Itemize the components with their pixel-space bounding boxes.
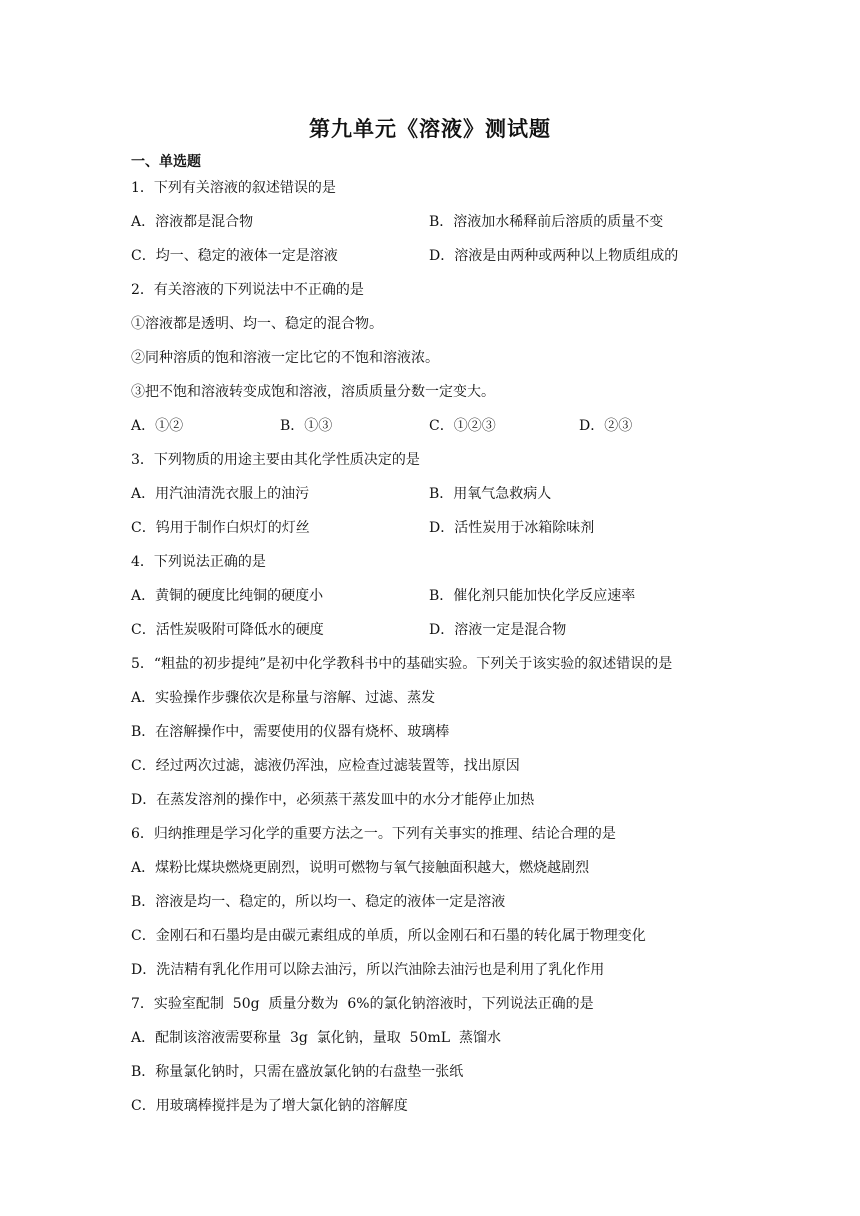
question-1-option-b: B．溶液加水稀释前后溶质的质量不变	[429, 214, 664, 230]
question-2-option-b: B．①③	[280, 418, 333, 434]
question-2-statement-1: ①溶液都是透明、均一、稳定的混合物。	[131, 316, 383, 332]
question-2-option-a: A．①②	[131, 418, 184, 434]
question-5-option-b: B．在溶解操作中，需要使用的仪器有烧杯、玻璃棒	[131, 724, 450, 740]
question-4-option-c: C．活性炭吸附可降低水的硬度	[131, 622, 324, 638]
question-7-stem: 7．实验室配制 50g 质量分数为 6%的氯化钠溶液时，下列说法正确的是	[131, 996, 594, 1012]
question-4-stem: 4．下列说法正确的是	[131, 554, 266, 570]
question-3-option-a: A．用汽油清洗衣服上的油污	[131, 486, 310, 502]
section-heading: 一、单选题	[131, 154, 201, 170]
question-3-stem: 3．下列物质的用途主要由其化学性质决定的是	[131, 452, 420, 468]
question-6-option-a: A．煤粉比煤块燃烧更剧烈，说明可燃物与氧气接触面积越大，燃烧越剧烈	[131, 860, 590, 876]
question-4-option-a: A．黄铜的硬度比纯铜的硬度小	[131, 588, 324, 604]
question-4-option-b: B．催化剂只能加快化学反应速率	[429, 588, 636, 604]
page-title: 第九单元《溶液》测试题	[309, 117, 551, 141]
question-5-option-a: A．实验操作步骤依次是称量与溶解、过滤、蒸发	[131, 690, 436, 706]
question-6-option-b: B．溶液是均一、稳定的，所以均一、稳定的液体一定是溶液	[131, 894, 506, 910]
question-2-stem: 2．有关溶液的下列说法中不正确的是	[131, 282, 364, 298]
question-5-option-d: D．在蒸发溶剂的操作中，必须蒸干蒸发皿中的水分才能停止加热	[131, 792, 535, 808]
question-2-statement-2: ②同种溶质的饱和溶液一定比它的不饱和溶液浓。	[131, 350, 439, 366]
question-5-option-c: C．经过两次过滤，滤液仍浑浊，应检查过滤装置等，找出原因	[131, 758, 520, 774]
question-1-option-a: A．溶液都是混合物	[131, 214, 254, 230]
question-2-statement-3: ③把不饱和溶液转变成饱和溶液，溶质质量分数一定变大。	[131, 384, 495, 400]
question-6-option-c: C．金刚石和石墨均是由碳元素组成的单质，所以金刚石和石墨的转化属于物理变化	[131, 928, 646, 944]
question-3-option-d: D．活性炭用于冰箱除味剂	[429, 520, 595, 536]
question-2-option-c: C．①②③	[429, 418, 496, 434]
question-1-option-c: C．均一、稳定的液体一定是溶液	[131, 248, 338, 264]
question-7-option-a: A．配制该溶液需要称量 3g 氯化钠，量取 50mL 蒸馏水	[131, 1030, 501, 1046]
question-2-option-d: D．②③	[579, 418, 633, 434]
question-1-stem: 1．下列有关溶液的叙述错误的是	[131, 180, 336, 196]
question-4-option-d: D．溶液一定是混合物	[429, 622, 567, 638]
question-7-option-c: C．用玻璃棒搅拌是为了增大氯化钠的溶解度	[131, 1098, 408, 1114]
question-3-option-c: C．钨用于制作白炽灯的灯丝	[131, 520, 310, 536]
question-6-option-d: D．洗洁精有乳化作用可以除去油污，所以汽油除去油污也是利用了乳化作用	[131, 962, 605, 978]
question-3-option-b: B．用氧气急救病人	[429, 486, 552, 502]
question-1-option-d: D．溶液是由两种或两种以上物质组成的	[429, 248, 679, 264]
question-6-stem: 6．归纳推理是学习化学的重要方法之一。下列有关事实的推理、结论合理的是	[131, 826, 616, 842]
question-7-option-b: B．称量氯化钠时，只需在盛放氯化钠的右盘垫一张纸	[131, 1064, 464, 1080]
question-5-stem: 5．“粗盐的初步提纯”是初中化学教科书中的基础实验。下列关于该实验的叙述错误的是	[131, 656, 673, 672]
